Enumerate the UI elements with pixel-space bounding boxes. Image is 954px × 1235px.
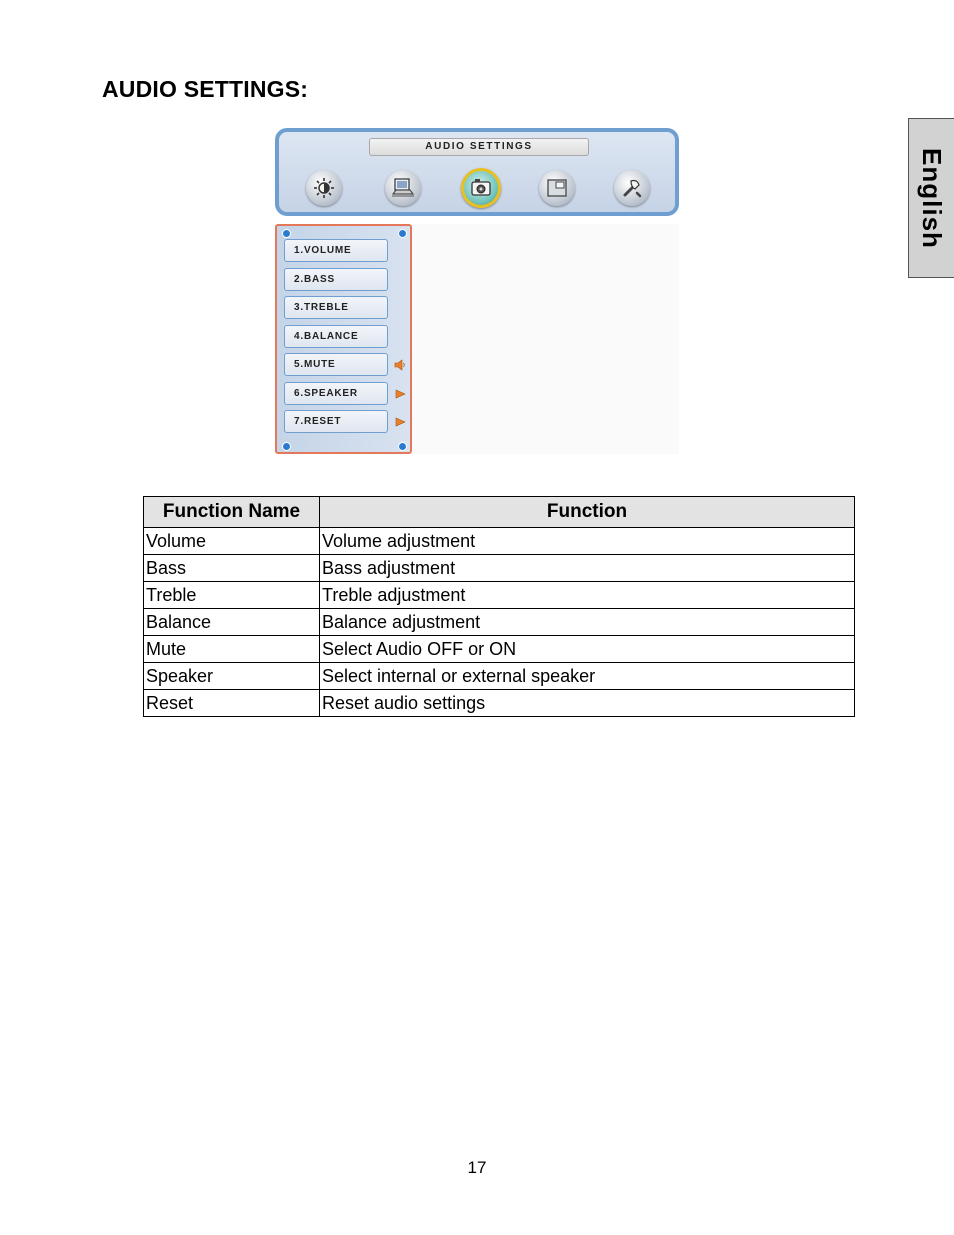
osd-top-bar xyxy=(275,128,679,216)
arrow-right-icon xyxy=(394,388,406,400)
corner-dot-icon xyxy=(398,442,407,451)
table-header-row xyxy=(144,497,855,528)
table-cell: Treble xyxy=(144,582,320,609)
osd-content-area xyxy=(412,224,679,454)
table-row xyxy=(144,663,855,690)
osd-title: AUDIO SETTINGS xyxy=(369,138,589,156)
language-tab-label: English xyxy=(917,147,947,249)
table-row xyxy=(144,555,855,582)
menu-item-treble[interactable]: 3.TREBLE xyxy=(284,296,388,319)
menu-item-mute[interactable]: 5.MUTE xyxy=(284,353,388,376)
corner-dot-icon xyxy=(282,229,291,238)
table-cell: Volume adjustment xyxy=(320,528,855,555)
table-cell: Select Audio OFF or ON xyxy=(320,636,855,663)
table-cell: Reset xyxy=(144,690,320,717)
corner-dot-icon xyxy=(398,229,407,238)
table-cell: Reset audio settings xyxy=(320,690,855,717)
table-cell: Treble adjustment xyxy=(320,582,855,609)
language-tab xyxy=(908,118,954,278)
table-cell: Speaker xyxy=(144,663,320,690)
table-row xyxy=(144,636,855,663)
page-number: 17 xyxy=(467,1158,487,1177)
menu-item-bass[interactable]: 2.BASS xyxy=(284,268,388,291)
table-row xyxy=(144,582,855,609)
table-row xyxy=(144,528,855,555)
tools-icon[interactable] xyxy=(614,170,650,206)
table-header-cell: Function xyxy=(320,497,855,528)
audio-settings-icon[interactable] xyxy=(461,168,501,208)
pc-settings-icon[interactable] xyxy=(385,170,421,206)
picture-in-picture-icon[interactable] xyxy=(539,170,575,206)
table-row xyxy=(144,690,855,717)
table-cell: Mute xyxy=(144,636,320,663)
table-cell: Select internal or external speaker xyxy=(320,663,855,690)
brightness-icon[interactable] xyxy=(306,170,342,206)
menu-item-speaker[interactable]: 6.SPEAKER xyxy=(284,382,388,405)
table-cell: Balance xyxy=(144,609,320,636)
corner-dot-icon xyxy=(282,442,291,451)
table-cell: Balance adjustment xyxy=(320,609,855,636)
function-table xyxy=(143,496,855,717)
menu-item-balance[interactable]: 4.BALANCE xyxy=(284,325,388,348)
arrow-right-icon xyxy=(394,416,406,428)
osd-menu xyxy=(275,224,412,454)
table-cell: Bass xyxy=(144,555,320,582)
page-title: AUDIO SETTINGS: xyxy=(102,76,309,102)
table-cell: Volume xyxy=(144,528,320,555)
table-cell: Bass adjustment xyxy=(320,555,855,582)
speaker-icon xyxy=(394,359,406,371)
table-header-cell: Function Name xyxy=(144,497,320,528)
menu-item-volume[interactable]: 1.VOLUME xyxy=(284,239,388,262)
table-row xyxy=(144,609,855,636)
menu-item-reset[interactable]: 7.RESET xyxy=(284,410,388,433)
